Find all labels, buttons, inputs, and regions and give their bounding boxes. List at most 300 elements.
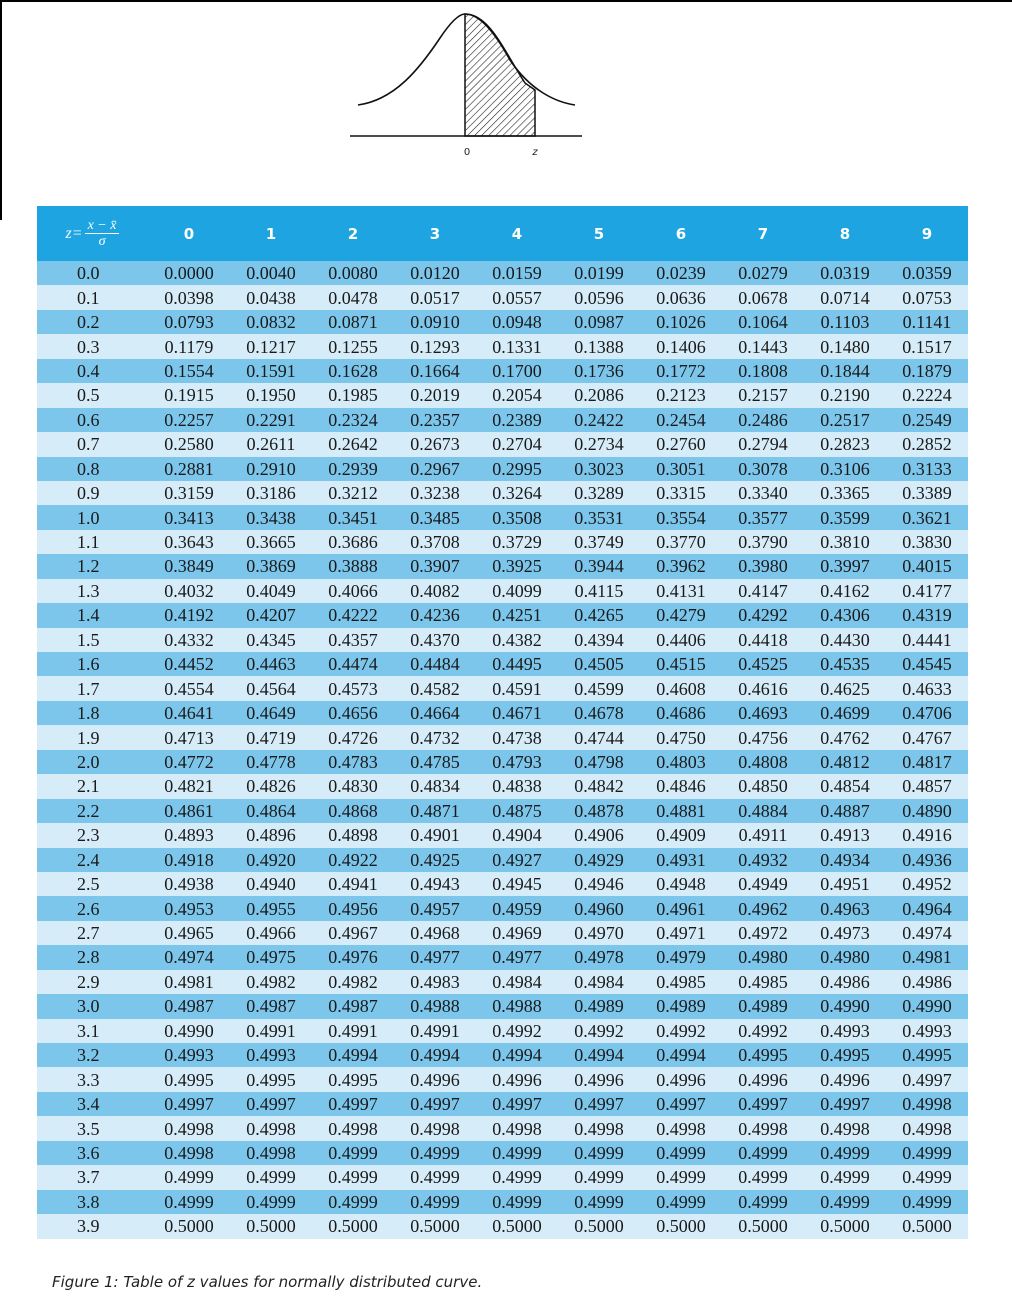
probability-cell: 0.4998 bbox=[148, 1116, 230, 1140]
probability-cell: 0.1808 bbox=[722, 359, 804, 383]
probability-cell: 0.4998 bbox=[886, 1092, 968, 1116]
formula-denominator: σ bbox=[98, 234, 106, 249]
probability-cell: 0.4984 bbox=[558, 970, 640, 994]
probability-cell: 0.4964 bbox=[886, 896, 968, 920]
probability-cell: 0.4992 bbox=[476, 1019, 558, 1043]
probability-cell: 0.4319 bbox=[886, 603, 968, 627]
column-header: 8 bbox=[804, 206, 886, 261]
probability-cell: 0.4808 bbox=[722, 750, 804, 774]
z-value-cell: 2.0 bbox=[37, 750, 148, 774]
probability-cell: 0.2673 bbox=[394, 432, 476, 456]
probability-cell: 0.4798 bbox=[558, 750, 640, 774]
probability-cell: 0.4999 bbox=[886, 1190, 968, 1214]
probability-cell: 0.4911 bbox=[722, 823, 804, 847]
probability-cell: 0.4971 bbox=[640, 921, 722, 945]
probability-cell: 0.4641 bbox=[148, 701, 230, 725]
probability-cell: 0.3888 bbox=[312, 554, 394, 578]
probability-cell: 0.4834 bbox=[394, 774, 476, 798]
probability-cell: 0.4901 bbox=[394, 823, 476, 847]
probability-cell: 0.4999 bbox=[722, 1165, 804, 1189]
probability-cell: 0.4990 bbox=[886, 994, 968, 1018]
left-border-line bbox=[0, 0, 2, 220]
normal-curve-figure bbox=[340, 8, 590, 168]
z-value-cell: 0.8 bbox=[37, 457, 148, 481]
probability-cell: 0.4881 bbox=[640, 799, 722, 823]
probability-cell: 0.4131 bbox=[640, 579, 722, 603]
probability-cell: 0.4992 bbox=[640, 1019, 722, 1043]
probability-cell: 0.4370 bbox=[394, 628, 476, 652]
probability-cell: 0.4998 bbox=[886, 1116, 968, 1140]
probability-cell: 0.3599 bbox=[804, 505, 886, 529]
probability-cell: 0.3621 bbox=[886, 505, 968, 529]
probability-cell: 0.4989 bbox=[722, 994, 804, 1018]
probability-cell: 0.4838 bbox=[476, 774, 558, 798]
z-value-cell: 3.5 bbox=[37, 1116, 148, 1140]
z-axis-label: z bbox=[532, 147, 538, 158]
probability-cell: 0.0000 bbox=[148, 261, 230, 285]
probability-cell: 0.0159 bbox=[476, 261, 558, 285]
probability-cell: 0.1879 bbox=[886, 359, 968, 383]
probability-cell: 0.2486 bbox=[722, 408, 804, 432]
probability-cell: 0.4382 bbox=[476, 628, 558, 652]
probability-cell: 0.4961 bbox=[640, 896, 722, 920]
column-header: 2 bbox=[312, 206, 394, 261]
table-row bbox=[37, 481, 968, 505]
probability-cell: 0.4972 bbox=[722, 921, 804, 945]
table-row bbox=[37, 1141, 968, 1165]
probability-cell: 0.4974 bbox=[148, 945, 230, 969]
table-row bbox=[37, 676, 968, 700]
probability-cell: 0.4147 bbox=[722, 579, 804, 603]
probability-cell: 0.1064 bbox=[722, 310, 804, 334]
table-row bbox=[37, 359, 968, 383]
probability-cell: 0.4982 bbox=[230, 970, 312, 994]
probability-cell: 0.2611 bbox=[230, 432, 312, 456]
probability-cell: 0.0478 bbox=[312, 285, 394, 309]
probability-cell: 0.3997 bbox=[804, 554, 886, 578]
probability-cell: 0.4826 bbox=[230, 774, 312, 798]
column-header: 6 bbox=[640, 206, 722, 261]
table-row bbox=[37, 261, 968, 285]
probability-cell: 0.4987 bbox=[148, 994, 230, 1018]
z-value-cell: 2.3 bbox=[37, 823, 148, 847]
probability-cell: 0.4999 bbox=[722, 1190, 804, 1214]
probability-cell: 0.4904 bbox=[476, 823, 558, 847]
probability-cell: 0.4997 bbox=[722, 1092, 804, 1116]
probability-cell: 0.4940 bbox=[230, 872, 312, 896]
probability-cell: 0.4998 bbox=[312, 1116, 394, 1140]
probability-cell: 0.4952 bbox=[886, 872, 968, 896]
probability-cell: 0.4236 bbox=[394, 603, 476, 627]
probability-cell: 0.4982 bbox=[312, 970, 394, 994]
probability-cell: 0.3531 bbox=[558, 505, 640, 529]
probability-cell: 0.1217 bbox=[230, 334, 312, 358]
probability-cell: 0.4997 bbox=[230, 1092, 312, 1116]
probability-cell: 0.4279 bbox=[640, 603, 722, 627]
z-value-cell: 2.4 bbox=[37, 848, 148, 872]
probability-cell: 0.4980 bbox=[722, 945, 804, 969]
probability-cell: 0.4960 bbox=[558, 896, 640, 920]
probability-cell: 0.3849 bbox=[148, 554, 230, 578]
probability-cell: 0.4484 bbox=[394, 652, 476, 676]
z-value-cell: 1.6 bbox=[37, 652, 148, 676]
probability-cell: 0.4664 bbox=[394, 701, 476, 725]
probability-cell: 0.3485 bbox=[394, 505, 476, 529]
probability-cell: 0.4693 bbox=[722, 701, 804, 725]
column-header: 5 bbox=[558, 206, 640, 261]
probability-cell: 0.2324 bbox=[312, 408, 394, 432]
probability-cell: 0.4545 bbox=[886, 652, 968, 676]
probability-cell: 0.4999 bbox=[558, 1165, 640, 1189]
probability-cell: 0.2517 bbox=[804, 408, 886, 432]
probability-cell: 0.0239 bbox=[640, 261, 722, 285]
probability-cell: 0.0279 bbox=[722, 261, 804, 285]
probability-cell: 0.2760 bbox=[640, 432, 722, 456]
table-row bbox=[37, 652, 968, 676]
probability-cell: 0.4929 bbox=[558, 848, 640, 872]
probability-cell: 0.4981 bbox=[886, 945, 968, 969]
probability-cell: 0.1628 bbox=[312, 359, 394, 383]
probability-cell: 0.3708 bbox=[394, 530, 476, 554]
probability-cell: 0.2823 bbox=[804, 432, 886, 456]
probability-cell: 0.4292 bbox=[722, 603, 804, 627]
probability-cell: 0.4554 bbox=[148, 676, 230, 700]
z-value-cell: 2.7 bbox=[37, 921, 148, 945]
table-row bbox=[37, 579, 968, 603]
probability-cell: 0.4993 bbox=[230, 1043, 312, 1067]
probability-cell: 0.4932 bbox=[722, 848, 804, 872]
probability-cell: 0.3790 bbox=[722, 530, 804, 554]
probability-cell: 0.0557 bbox=[476, 285, 558, 309]
probability-cell: 0.4931 bbox=[640, 848, 722, 872]
probability-cell: 0.4995 bbox=[148, 1067, 230, 1091]
table-row bbox=[37, 1190, 968, 1214]
probability-cell: 0.3554 bbox=[640, 505, 722, 529]
z-value-cell: 2.1 bbox=[37, 774, 148, 798]
probability-cell: 0.2123 bbox=[640, 383, 722, 407]
z-value-cell: 1.4 bbox=[37, 603, 148, 627]
probability-cell: 0.2995 bbox=[476, 457, 558, 481]
probability-cell: 0.4999 bbox=[804, 1141, 886, 1165]
probability-cell: 0.4744 bbox=[558, 725, 640, 749]
table-row bbox=[37, 1019, 968, 1043]
probability-cell: 0.4998 bbox=[230, 1141, 312, 1165]
z-fraction bbox=[85, 218, 120, 249]
probability-cell: 0.4994 bbox=[312, 1043, 394, 1067]
probability-cell: 0.5000 bbox=[230, 1214, 312, 1238]
z-table bbox=[37, 206, 968, 1239]
probability-cell: 0.4981 bbox=[148, 970, 230, 994]
probability-cell: 0.3106 bbox=[804, 457, 886, 481]
probability-cell: 0.1664 bbox=[394, 359, 476, 383]
probability-cell: 0.1736 bbox=[558, 359, 640, 383]
probability-cell: 0.4998 bbox=[640, 1116, 722, 1140]
probability-cell: 0.4918 bbox=[148, 848, 230, 872]
probability-cell: 0.3770 bbox=[640, 530, 722, 554]
table-row bbox=[37, 1116, 968, 1140]
probability-cell: 0.4951 bbox=[804, 872, 886, 896]
probability-cell: 0.4535 bbox=[804, 652, 886, 676]
table-row bbox=[37, 530, 968, 554]
probability-cell: 0.2881 bbox=[148, 457, 230, 481]
probability-cell: 0.4719 bbox=[230, 725, 312, 749]
probability-cell: 0.4762 bbox=[804, 725, 886, 749]
table-row bbox=[37, 1214, 968, 1238]
shaded-area bbox=[465, 14, 535, 136]
probability-cell: 0.4842 bbox=[558, 774, 640, 798]
probability-cell: 0.4495 bbox=[476, 652, 558, 676]
probability-cell: 0.4099 bbox=[476, 579, 558, 603]
column-header: 4 bbox=[476, 206, 558, 261]
probability-cell: 0.4793 bbox=[476, 750, 558, 774]
table-row bbox=[37, 848, 968, 872]
probability-cell: 0.4948 bbox=[640, 872, 722, 896]
probability-cell: 0.4998 bbox=[722, 1116, 804, 1140]
z-value-cell: 0.4 bbox=[37, 359, 148, 383]
probability-cell: 0.4996 bbox=[640, 1067, 722, 1091]
probability-cell: 0.4975 bbox=[230, 945, 312, 969]
probability-cell: 0.4980 bbox=[804, 945, 886, 969]
probability-cell: 0.0714 bbox=[804, 285, 886, 309]
probability-cell: 0.4756 bbox=[722, 725, 804, 749]
probability-cell: 0.3264 bbox=[476, 481, 558, 505]
probability-cell: 0.4767 bbox=[886, 725, 968, 749]
probability-cell: 0.5000 bbox=[722, 1214, 804, 1238]
probability-cell: 0.1293 bbox=[394, 334, 476, 358]
probability-cell: 0.2054 bbox=[476, 383, 558, 407]
probability-cell: 0.0832 bbox=[230, 310, 312, 334]
probability-cell: 0.3389 bbox=[886, 481, 968, 505]
probability-cell: 0.2580 bbox=[148, 432, 230, 456]
probability-cell: 0.2704 bbox=[476, 432, 558, 456]
probability-cell: 0.4505 bbox=[558, 652, 640, 676]
probability-cell: 0.0987 bbox=[558, 310, 640, 334]
probability-cell: 0.3133 bbox=[886, 457, 968, 481]
probability-cell: 0.4999 bbox=[476, 1190, 558, 1214]
probability-cell: 0.4999 bbox=[640, 1141, 722, 1165]
probability-cell: 0.4989 bbox=[640, 994, 722, 1018]
probability-cell: 0.2967 bbox=[394, 457, 476, 481]
probability-cell: 0.4996 bbox=[558, 1067, 640, 1091]
probability-cell: 0.4998 bbox=[476, 1116, 558, 1140]
probability-cell: 0.4998 bbox=[804, 1116, 886, 1140]
probability-cell: 0.4956 bbox=[312, 896, 394, 920]
probability-cell: 0.4699 bbox=[804, 701, 886, 725]
probability-cell: 0.4616 bbox=[722, 676, 804, 700]
table-row bbox=[37, 945, 968, 969]
probability-cell: 0.4394 bbox=[558, 628, 640, 652]
z-value-cell: 2.2 bbox=[37, 799, 148, 823]
z-formula bbox=[66, 218, 120, 249]
probability-cell: 0.4207 bbox=[230, 603, 312, 627]
probability-cell: 0.1517 bbox=[886, 334, 968, 358]
probability-cell: 0.1772 bbox=[640, 359, 722, 383]
table-row bbox=[37, 554, 968, 578]
probability-cell: 0.1844 bbox=[804, 359, 886, 383]
probability-cell: 0.4599 bbox=[558, 676, 640, 700]
probability-cell: 0.4785 bbox=[394, 750, 476, 774]
table-row bbox=[37, 774, 968, 798]
probability-cell: 0.4966 bbox=[230, 921, 312, 945]
probability-cell: 0.4990 bbox=[804, 994, 886, 1018]
probability-cell: 0.0080 bbox=[312, 261, 394, 285]
probability-cell: 0.4943 bbox=[394, 872, 476, 896]
probability-cell: 0.4906 bbox=[558, 823, 640, 847]
probability-cell: 0.0793 bbox=[148, 310, 230, 334]
probability-cell: 0.4671 bbox=[476, 701, 558, 725]
probability-cell: 0.5000 bbox=[886, 1214, 968, 1238]
probability-cell: 0.4573 bbox=[312, 676, 394, 700]
probability-cell: 0.4994 bbox=[640, 1043, 722, 1067]
probability-cell: 0.3980 bbox=[722, 554, 804, 578]
probability-cell: 0.4633 bbox=[886, 676, 968, 700]
z-value-cell: 0.7 bbox=[37, 432, 148, 456]
probability-cell: 0.4988 bbox=[476, 994, 558, 1018]
probability-cell: 0.4946 bbox=[558, 872, 640, 896]
probability-cell: 0.4896 bbox=[230, 823, 312, 847]
column-header: 7 bbox=[722, 206, 804, 261]
probability-cell: 0.4999 bbox=[640, 1190, 722, 1214]
probability-cell: 0.4999 bbox=[640, 1165, 722, 1189]
probability-cell: 0.4515 bbox=[640, 652, 722, 676]
probability-cell: 0.4778 bbox=[230, 750, 312, 774]
probability-cell: 0.3643 bbox=[148, 530, 230, 554]
probability-cell: 0.4706 bbox=[886, 701, 968, 725]
probability-cell: 0.4989 bbox=[558, 994, 640, 1018]
probability-cell: 0.4995 bbox=[230, 1067, 312, 1091]
probability-cell: 0.4927 bbox=[476, 848, 558, 872]
probability-cell: 0.2939 bbox=[312, 457, 394, 481]
probability-cell: 0.3944 bbox=[558, 554, 640, 578]
probability-cell: 0.3078 bbox=[722, 457, 804, 481]
table-row bbox=[37, 457, 968, 481]
z-value-cell: 3.0 bbox=[37, 994, 148, 1018]
probability-cell: 0.4999 bbox=[558, 1190, 640, 1214]
probability-cell: 0.4945 bbox=[476, 872, 558, 896]
probability-cell: 0.4066 bbox=[312, 579, 394, 603]
probability-cell: 0.3212 bbox=[312, 481, 394, 505]
table-row bbox=[37, 994, 968, 1018]
probability-cell: 0.4997 bbox=[476, 1092, 558, 1116]
probability-cell: 0.4032 bbox=[148, 579, 230, 603]
probability-cell: 0.4994 bbox=[394, 1043, 476, 1067]
z-value-cell: 0.5 bbox=[37, 383, 148, 407]
probability-cell: 0.4998 bbox=[394, 1116, 476, 1140]
top-border-line bbox=[0, 0, 1012, 2]
probability-cell: 0.1255 bbox=[312, 334, 394, 358]
probability-cell: 0.0319 bbox=[804, 261, 886, 285]
probability-cell: 0.4999 bbox=[230, 1190, 312, 1214]
probability-cell: 0.4938 bbox=[148, 872, 230, 896]
probability-cell: 0.4452 bbox=[148, 652, 230, 676]
probability-cell: 0.2257 bbox=[148, 408, 230, 432]
z-value-cell: 1.5 bbox=[37, 628, 148, 652]
probability-cell: 0.4997 bbox=[558, 1092, 640, 1116]
probability-cell: 0.4916 bbox=[886, 823, 968, 847]
table-row bbox=[37, 505, 968, 529]
probability-cell: 0.3907 bbox=[394, 554, 476, 578]
probability-cell: 0.2642 bbox=[312, 432, 394, 456]
probability-cell: 0.3451 bbox=[312, 505, 394, 529]
probability-cell: 0.4871 bbox=[394, 799, 476, 823]
z-value-cell: 0.0 bbox=[37, 261, 148, 285]
probability-cell: 0.4525 bbox=[722, 652, 804, 676]
z-value-cell: 2.6 bbox=[37, 896, 148, 920]
probability-cell: 0.4750 bbox=[640, 725, 722, 749]
probability-cell: 0.1985 bbox=[312, 383, 394, 407]
probability-cell: 0.4998 bbox=[148, 1141, 230, 1165]
probability-cell: 0.4999 bbox=[394, 1141, 476, 1165]
formula-numerator: x − x̄ bbox=[85, 218, 120, 234]
probability-cell: 0.4082 bbox=[394, 579, 476, 603]
probability-cell: 0.4177 bbox=[886, 579, 968, 603]
probability-cell: 0.4817 bbox=[886, 750, 968, 774]
probability-cell: 0.4934 bbox=[804, 848, 886, 872]
probability-cell: 0.4973 bbox=[804, 921, 886, 945]
probability-cell: 0.2389 bbox=[476, 408, 558, 432]
probability-cell: 0.4996 bbox=[394, 1067, 476, 1091]
probability-cell: 0.4732 bbox=[394, 725, 476, 749]
probability-cell: 0.4713 bbox=[148, 725, 230, 749]
probability-cell: 0.2157 bbox=[722, 383, 804, 407]
probability-cell: 0.4015 bbox=[886, 554, 968, 578]
probability-cell: 0.4162 bbox=[804, 579, 886, 603]
probability-cell: 0.4986 bbox=[886, 970, 968, 994]
probability-cell: 0.2454 bbox=[640, 408, 722, 432]
probability-cell: 0.4996 bbox=[804, 1067, 886, 1091]
probability-cell: 0.4463 bbox=[230, 652, 312, 676]
table-row bbox=[37, 725, 968, 749]
probability-cell: 0.3962 bbox=[640, 554, 722, 578]
header-row bbox=[37, 206, 968, 261]
z-value-cell: 0.2 bbox=[37, 310, 148, 334]
probability-cell: 0.4994 bbox=[558, 1043, 640, 1067]
z-value-cell: 1.1 bbox=[37, 530, 148, 554]
probability-cell: 0.3315 bbox=[640, 481, 722, 505]
probability-cell: 0.4999 bbox=[722, 1141, 804, 1165]
probability-cell: 0.1443 bbox=[722, 334, 804, 358]
probability-cell: 0.4854 bbox=[804, 774, 886, 798]
probability-cell: 0.4974 bbox=[886, 921, 968, 945]
probability-cell: 0.4959 bbox=[476, 896, 558, 920]
probability-cell: 0.1554 bbox=[148, 359, 230, 383]
probability-cell: 0.4995 bbox=[886, 1043, 968, 1067]
probability-cell: 0.4997 bbox=[148, 1092, 230, 1116]
z-value-cell: 2.5 bbox=[37, 872, 148, 896]
table-row bbox=[37, 970, 968, 994]
z-table-body bbox=[37, 261, 968, 1239]
table-row bbox=[37, 750, 968, 774]
table-row bbox=[37, 334, 968, 358]
probability-cell: 0.4222 bbox=[312, 603, 394, 627]
probability-cell: 0.1103 bbox=[804, 310, 886, 334]
probability-cell: 0.4913 bbox=[804, 823, 886, 847]
probability-cell: 0.4406 bbox=[640, 628, 722, 652]
probability-cell: 0.4868 bbox=[312, 799, 394, 823]
probability-cell: 0.4999 bbox=[558, 1141, 640, 1165]
probability-cell: 0.4990 bbox=[148, 1019, 230, 1043]
probability-cell: 0.4821 bbox=[148, 774, 230, 798]
probability-cell: 0.4875 bbox=[476, 799, 558, 823]
probability-cell: 0.4987 bbox=[312, 994, 394, 1018]
probability-cell: 0.4999 bbox=[230, 1165, 312, 1189]
probability-cell: 0.3508 bbox=[476, 505, 558, 529]
table-row bbox=[37, 408, 968, 432]
probability-cell: 0.4878 bbox=[558, 799, 640, 823]
probability-cell: 0.0910 bbox=[394, 310, 476, 334]
probability-cell: 0.1141 bbox=[886, 310, 968, 334]
probability-cell: 0.4999 bbox=[886, 1141, 968, 1165]
